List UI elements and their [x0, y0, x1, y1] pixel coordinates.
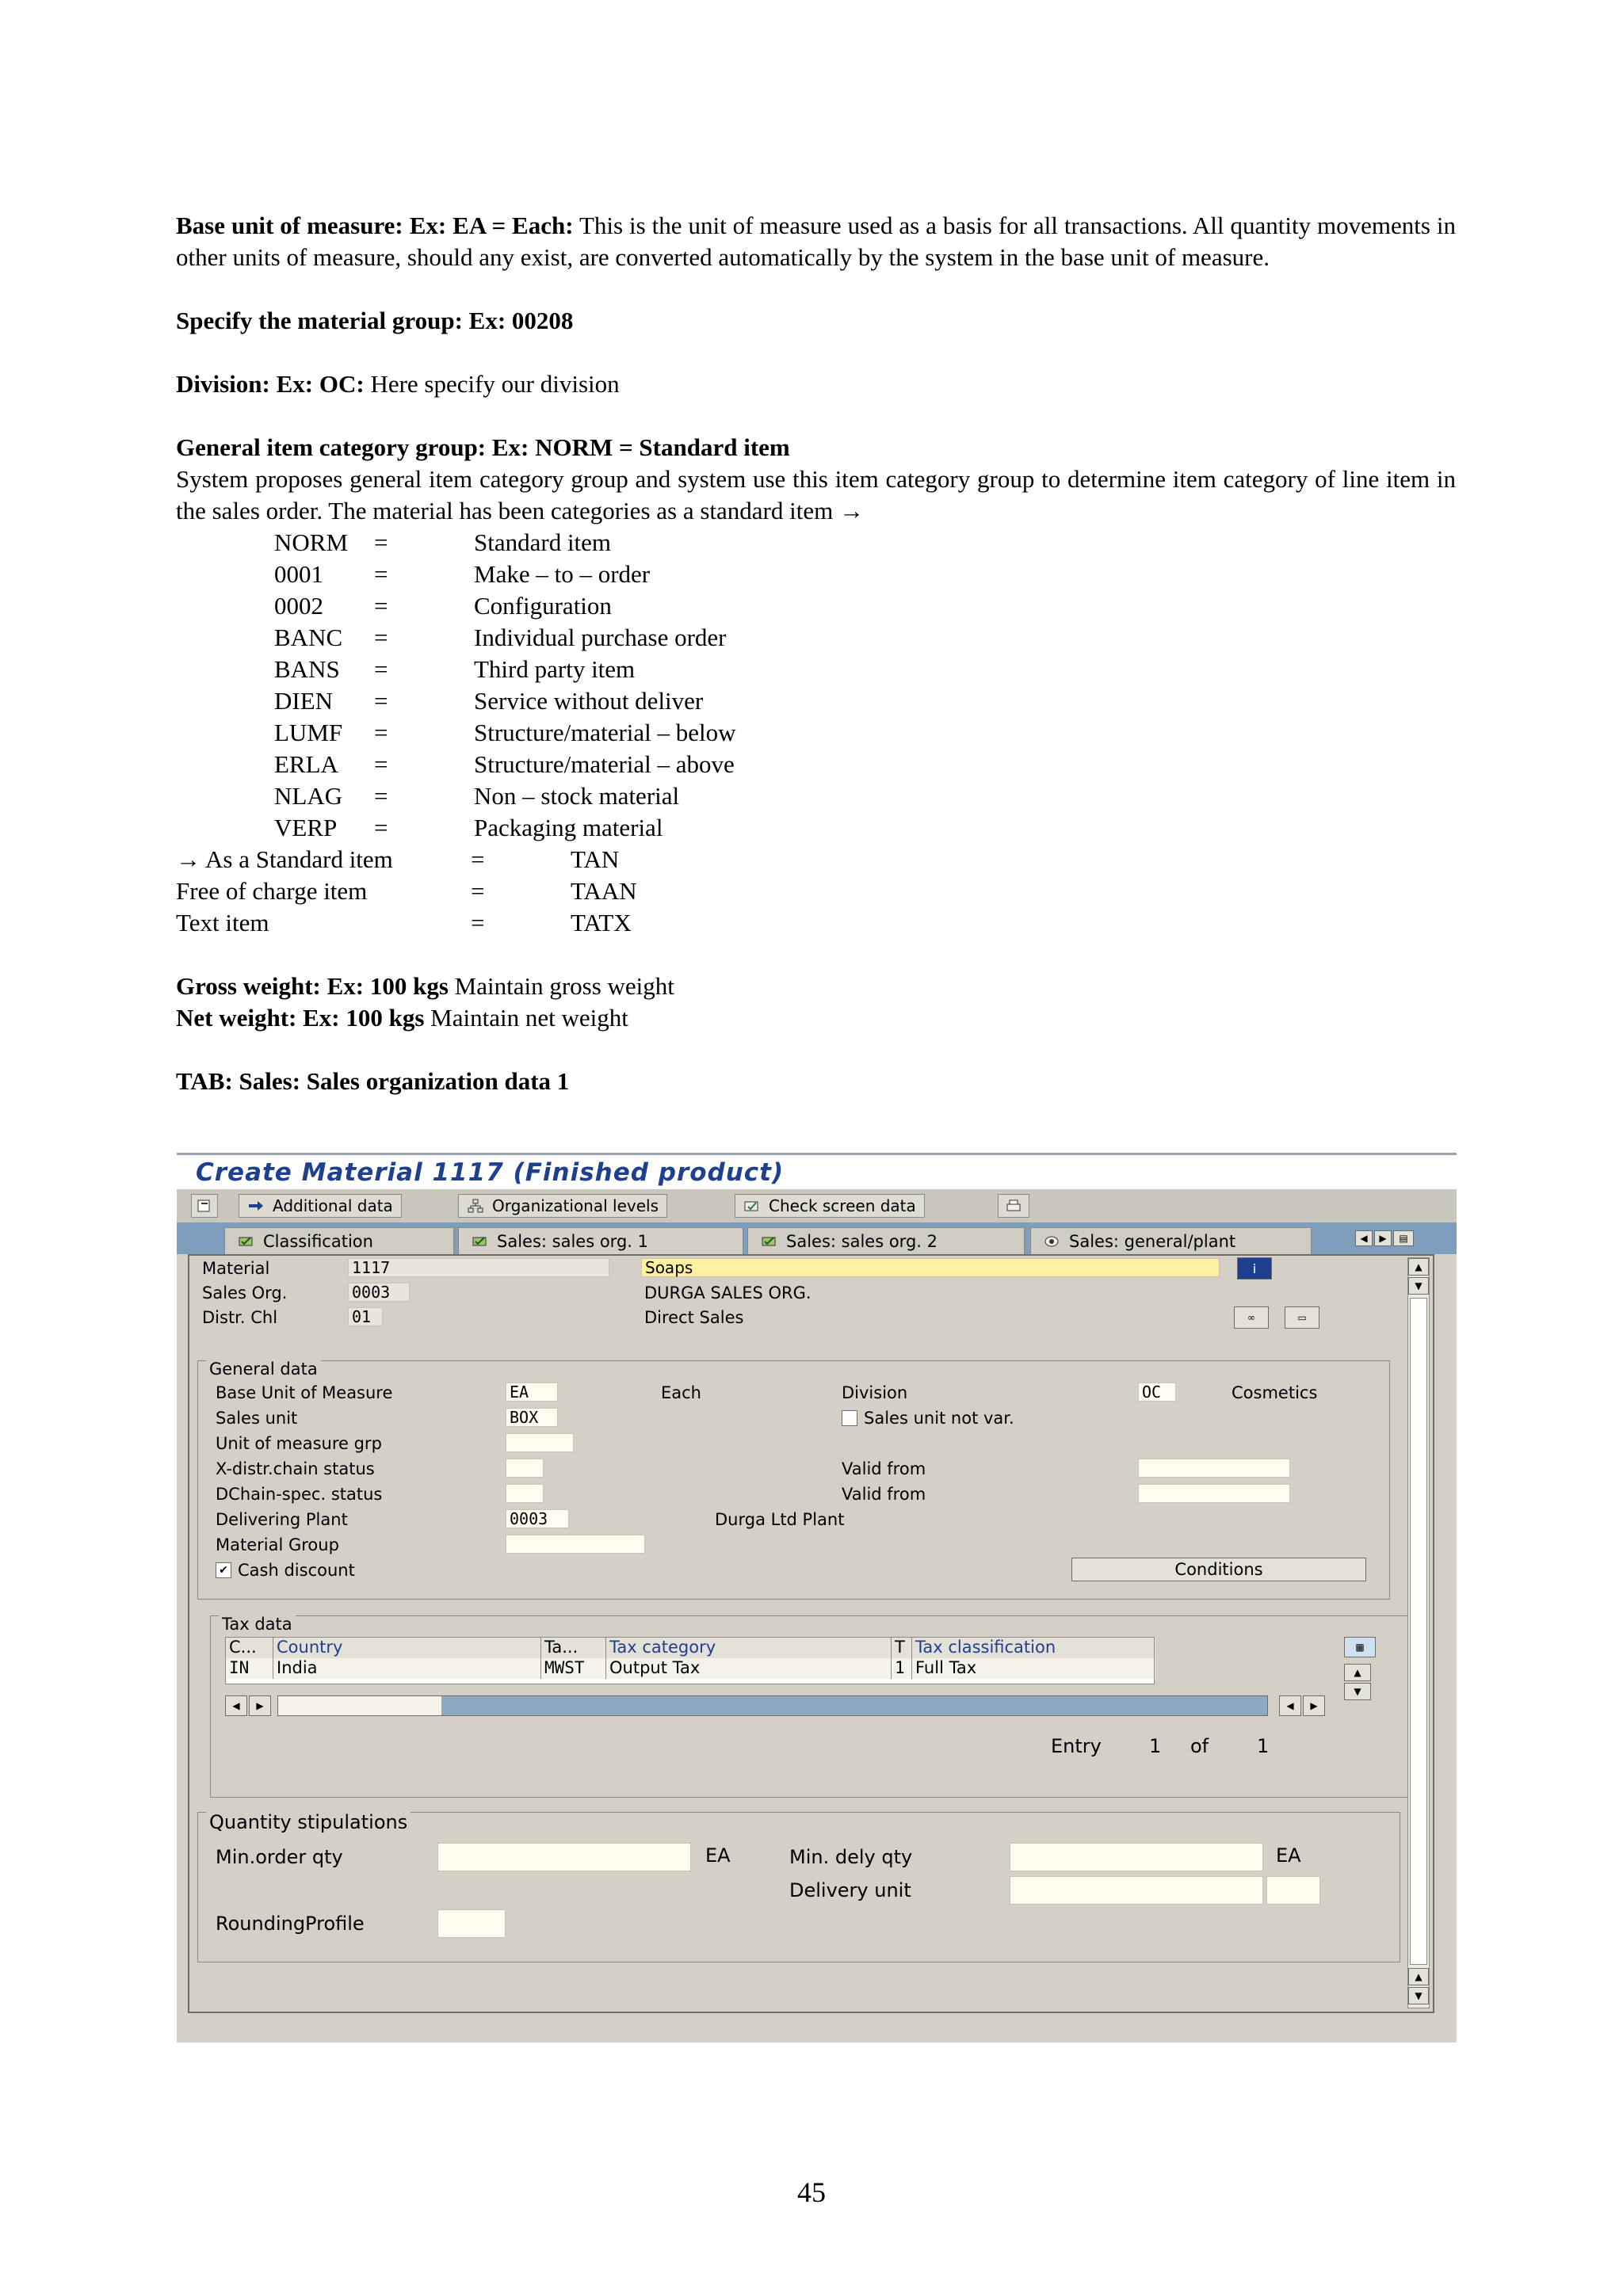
gross-weight-text: Maintain gross weight [448, 972, 674, 1000]
category-list [176, 527, 1456, 844]
hscroll-right-icon[interactable]: ▶ [249, 1695, 271, 1716]
tab-label: Sales: general/plant [1069, 1231, 1236, 1251]
item-type-eq: = [471, 845, 485, 873]
material-group-heading: Specify the material group: Ex: 00208 [176, 307, 574, 334]
category-row [176, 559, 1456, 590]
tax-cell-country: India [273, 1658, 541, 1679]
distr-chl-description: Direct Sales [644, 1308, 744, 1327]
category-row [176, 717, 1456, 749]
item-type-value: TAN [571, 845, 620, 873]
category-row [176, 590, 1456, 622]
valid-from-field-2[interactable] [1138, 1484, 1290, 1503]
category-code: LUMF [274, 719, 343, 746]
tab-scroll-right-icon[interactable]: ▶ [1374, 1230, 1392, 1246]
cash-discount-label: Cash discount [238, 1561, 355, 1580]
item-type-row [176, 875, 1456, 907]
net-weight-paragraph [176, 1002, 1456, 1034]
material-group-field[interactable] [506, 1535, 645, 1554]
sap-screenshot [177, 1153, 1457, 2042]
category-eq: = [374, 814, 388, 841]
tab-status-icon [238, 1234, 255, 1249]
category-eq: = [374, 750, 388, 778]
page-number: 45 [797, 2176, 826, 2208]
sap-window-title: Create Material 1117 (Finished product) [196, 1158, 785, 1187]
item-type-value: TATX [571, 909, 632, 936]
pane-scroll-up-bottom-icon[interactable]: ▲ [1408, 1968, 1429, 1985]
category-row [176, 685, 1456, 717]
tax-table-header [226, 1638, 1155, 1659]
xdistr-status-label: X-distr.chain status [216, 1459, 375, 1478]
item-type-eq: = [471, 909, 485, 936]
tab-label: Sales: sales org. 1 [497, 1231, 648, 1251]
category-code: ERLA [274, 750, 338, 778]
table-scroll-down-icon[interactable]: ▼ [1344, 1683, 1371, 1700]
material-label: Material [202, 1259, 270, 1278]
category-desc: Configuration [474, 592, 612, 620]
delivery-unit-label: Delivery unit [789, 1879, 911, 1901]
division-text: Here specify our division [364, 370, 620, 398]
division-field[interactable]: OC [1138, 1383, 1176, 1402]
base-uom-field[interactable]: EA [506, 1383, 558, 1402]
material-group-label: Material Group [216, 1535, 339, 1554]
hscroll-left-icon[interactable]: ◀ [225, 1695, 247, 1716]
material-field[interactable]: 1117 [348, 1258, 609, 1277]
category-code: DIEN [274, 687, 334, 715]
tab-heading: TAB: Sales: Sales organization data 1 [176, 1067, 570, 1095]
quantity-stipulations-group [197, 1812, 1400, 1962]
category-row [176, 780, 1456, 812]
category-code: NORM [274, 528, 349, 556]
cash-discount-checkbox[interactable]: ✔ [216, 1562, 231, 1578]
category-eq: = [374, 782, 388, 810]
sales-org-field[interactable]: 0003 [348, 1283, 410, 1302]
category-desc: Structure/material – above [474, 750, 735, 778]
tax-cell-country-key: IN [226, 1658, 273, 1679]
division-paragraph [176, 368, 1456, 400]
category-code: BANS [274, 655, 340, 683]
item-type-list [176, 844, 1456, 939]
item-type-row [176, 844, 1456, 875]
tab-status-icon [1044, 1234, 1061, 1249]
org-levels-icon [467, 1199, 484, 1213]
tax-col-tax-category[interactable]: Tax category [606, 1638, 892, 1658]
item-type-name: Free of charge item [176, 877, 368, 905]
sales-org-description: DURGA SALES ORG. [644, 1283, 812, 1302]
org-levels-button[interactable] [458, 1194, 667, 1218]
rounding-profile-field[interactable] [437, 1909, 506, 1938]
net-weight-text: Maintain net weight [424, 1004, 628, 1032]
hscroll-right-end-icon[interactable]: ▶ [1303, 1695, 1325, 1716]
item-category-text: System proposes general item category group and system use this item category group to determine item category of line item in the sales order. The material has been categories as a standard item → [176, 465, 1456, 524]
hscroll-thumb[interactable] [278, 1696, 441, 1715]
pane-scroll-down-icon[interactable]: ▼ [1408, 1277, 1429, 1295]
table-row[interactable] [226, 1658, 1155, 1679]
sap-title-bar [177, 1153, 1457, 1192]
item-category-heading: General item category group: Ex: NORM = Standard item [176, 433, 790, 461]
category-row [176, 654, 1456, 685]
tab-list-icon[interactable]: ▤ [1393, 1230, 1414, 1246]
dchain-status-label: DChain-spec. status [216, 1485, 383, 1504]
category-row [176, 812, 1456, 844]
category-desc: Structure/material – below [474, 719, 736, 746]
arrow-right-icon [247, 1199, 265, 1213]
xdistr-status-field[interactable] [506, 1459, 544, 1478]
entry-total: 1 [1257, 1735, 1270, 1757]
division-heading: Division: Ex: OC: [176, 370, 365, 398]
sales-org-label: Sales Org. [202, 1283, 288, 1302]
document-icon [196, 1199, 213, 1213]
min-order-qty-field[interactable] [437, 1843, 691, 1871]
delivering-plant-field[interactable]: 0003 [506, 1509, 569, 1528]
tax-cell-tax-type: MWST [541, 1658, 606, 1679]
pane-scroll-up-icon[interactable]: ▲ [1408, 1258, 1429, 1276]
category-row [176, 527, 1456, 559]
valid-from-label-2: Valid from [842, 1485, 926, 1504]
tax-data-title: Tax data [219, 1615, 296, 1634]
general-data-group [197, 1360, 1390, 1600]
valid-from-field-1[interactable] [1138, 1459, 1290, 1478]
item-type-eq: = [471, 877, 485, 905]
item-type-value: TAAN [571, 877, 637, 905]
tax-cell-tax-category: Output Tax [606, 1658, 892, 1679]
sales-org-1-pane [188, 1254, 1434, 2013]
entry-label: Entry [1051, 1735, 1102, 1757]
item-category-heading-line [176, 432, 1456, 463]
dchain-status-field[interactable] [506, 1484, 544, 1503]
material-description-field[interactable]: Soaps [641, 1258, 1220, 1277]
check-screen-data-button[interactable] [735, 1194, 925, 1218]
gross-weight-heading: Gross weight: Ex: 100 kgs [176, 972, 449, 1000]
category-code: 0002 [274, 592, 323, 620]
tax-col-country[interactable]: Country [273, 1638, 541, 1658]
category-eq: = [374, 624, 388, 651]
net-weight-heading: Net weight: Ex: 100 kgs [176, 1004, 425, 1032]
category-eq: = [374, 560, 388, 588]
delivery-unit-field[interactable] [1010, 1876, 1263, 1905]
additional-data-label: Additional data [273, 1196, 393, 1215]
category-desc: Third party item [474, 655, 636, 683]
check-icon [743, 1199, 761, 1213]
sap-toolbar [177, 1189, 1457, 1223]
base-unit-text: This is the unit of measure used as a basis for all transactions. All quantity movements in other units of measure, should any exist, are converted automatically by the system in the base unit of measure. [176, 212, 1456, 271]
material-group-paragraph [176, 305, 1456, 337]
category-row [176, 749, 1456, 780]
category-desc: Make – to – order [474, 560, 651, 588]
tab-status-icon [472, 1234, 489, 1249]
base-uom-description: Each [661, 1383, 701, 1402]
item-type-name: Text item [176, 909, 269, 936]
category-eq: = [374, 687, 388, 715]
tax-col-tax-classification[interactable]: Tax classification [912, 1638, 1155, 1658]
tax-col-c[interactable]: C... [226, 1638, 273, 1658]
distr-chl-label: Distr. Chl [202, 1308, 278, 1327]
category-desc: Non – stock material [474, 782, 680, 810]
conditions-button[interactable]: Conditions [1071, 1558, 1366, 1581]
print-button[interactable] [998, 1194, 1029, 1218]
check-screen-data-label: Check screen data [769, 1196, 916, 1215]
entry-current: 1 [1149, 1735, 1162, 1757]
category-eq: = [374, 655, 388, 683]
base-unit-heading: Base unit of measure: Ex: EA = Each: [176, 212, 574, 239]
pane-vertical-scrollbar[interactable] [1407, 1257, 1430, 2008]
table-settings-icon[interactable]: ▦ [1344, 1637, 1376, 1657]
category-desc: Standard item [474, 528, 612, 556]
document-body [176, 210, 1456, 1097]
sales-unit-not-var-label: Sales unit not var. [864, 1409, 1014, 1428]
min-dely-qty-unit: EA [1276, 1844, 1301, 1867]
glasses-icon[interactable]: ∞ [1234, 1306, 1269, 1329]
division-label: Division [842, 1383, 908, 1402]
category-desc: Service without deliver [474, 687, 704, 715]
gross-weight-paragraph [176, 971, 1456, 1002]
tab-label: Classification [263, 1231, 373, 1251]
rounding-profile-label: RoundingProfile [216, 1913, 365, 1935]
tab-strip [177, 1222, 1457, 1254]
category-desc: Packaging material [474, 814, 663, 841]
distr-chl-field[interactable]: 01 [348, 1307, 383, 1326]
additional-data-button[interactable] [239, 1194, 402, 1218]
category-eq: = [374, 528, 388, 556]
tab-sales-general-plant[interactable] [1030, 1227, 1312, 1254]
sales-unit-label: Sales unit [216, 1409, 298, 1428]
page-icon[interactable]: ▭ [1285, 1306, 1319, 1329]
uom-grp-field[interactable] [506, 1433, 574, 1452]
category-row [176, 622, 1456, 654]
tax-col-t[interactable]: T [892, 1638, 912, 1658]
min-dely-qty-label: Min. dely qty [789, 1846, 913, 1868]
entry-of: of [1190, 1735, 1209, 1757]
tax-data-group [210, 1615, 1413, 1798]
base-uom-label: Base Unit of Measure [216, 1383, 393, 1402]
delivery-unit-uom-field[interactable] [1266, 1876, 1320, 1905]
pane-scroll-down-bottom-icon[interactable]: ▼ [1408, 1987, 1429, 2004]
uom-grp-label: Unit of measure grp [216, 1434, 382, 1453]
quantity-stipulations-title: Quantity stipulations [206, 1811, 411, 1833]
hscroll-left-end-icon[interactable]: ◀ [1279, 1695, 1301, 1716]
org-levels-label: Organizational levels [492, 1196, 659, 1215]
tax-col-ta[interactable]: Ta... [541, 1638, 606, 1658]
sales-unit-not-var-checkbox[interactable] [842, 1410, 857, 1426]
info-icon[interactable]: i [1237, 1257, 1272, 1280]
category-eq: = [374, 719, 388, 746]
pane-scroll-thumb[interactable] [1410, 1298, 1427, 1965]
min-dely-qty-field[interactable] [1010, 1843, 1263, 1871]
tab-classification[interactable] [224, 1227, 454, 1254]
category-eq: = [374, 592, 388, 620]
category-desc: Individual purchase order [474, 624, 727, 651]
valid-from-label-1: Valid from [842, 1459, 926, 1478]
tab-scroll-left-icon[interactable]: ◀ [1355, 1230, 1373, 1246]
base-unit-paragraph [176, 210, 1456, 273]
category-code: BANC [274, 624, 343, 651]
category-code: NLAG [274, 782, 343, 810]
table-scroll-up-icon[interactable]: ▲ [1344, 1664, 1371, 1681]
other-material-button[interactable] [191, 1194, 218, 1218]
item-type-row [176, 907, 1456, 939]
category-code: VERP [274, 814, 338, 841]
delivering-plant-description: Durga Ltd Plant [715, 1510, 845, 1529]
min-order-qty-unit: EA [705, 1844, 731, 1867]
general-data-title: General data [206, 1360, 321, 1379]
hscroll-track[interactable] [277, 1695, 1268, 1716]
tax-cell-tax-classification: Full Tax [912, 1658, 1155, 1679]
tab-sales-org-2[interactable] [747, 1227, 1025, 1254]
tax-table [225, 1637, 1155, 1684]
tab-sales-org-1[interactable] [458, 1227, 743, 1254]
tab-label: Sales: sales org. 2 [786, 1231, 938, 1251]
category-code: 0001 [274, 560, 323, 588]
sales-unit-field[interactable]: BOX [506, 1408, 558, 1427]
tab-status-icon [761, 1234, 778, 1249]
printer-icon [1005, 1199, 1022, 1213]
delivering-plant-label: Delivering Plant [216, 1510, 348, 1529]
division-description: Cosmetics [1232, 1383, 1318, 1402]
min-order-qty-label: Min.order qty [216, 1846, 343, 1868]
item-type-name: → As a Standard item [176, 845, 393, 873]
tax-cell-t: 1 [892, 1658, 912, 1679]
